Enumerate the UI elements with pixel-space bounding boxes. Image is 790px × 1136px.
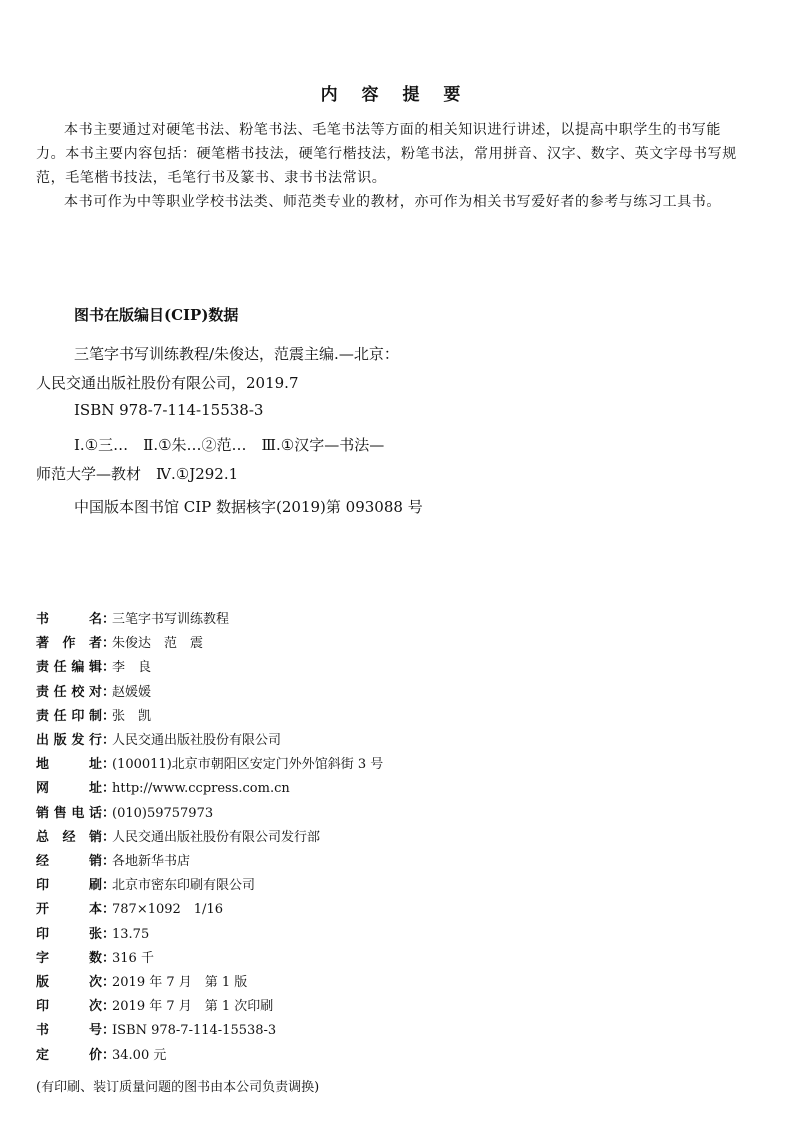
cip-line-1: 三笔字书写训练教程/朱俊达，范震主编.—北京： xyxy=(74,345,399,363)
colophon-colon: ： xyxy=(102,926,116,942)
colophon-label: 开本 xyxy=(36,902,102,918)
summary-paragraph-2: 本书可作为中等职业学校书法类、师范类专业的教材，亦可作为相关书写爱好者的参考与练习工具书。 xyxy=(64,194,721,210)
colophon-value: 人民交通出版社股份有限公司发行部 xyxy=(112,829,321,845)
colophon-value: http://www.ccpress.com.cn xyxy=(112,781,290,797)
colophon-colon: ： xyxy=(102,854,116,869)
colophon-colon: ： xyxy=(102,975,116,990)
colophon-label: 字数 xyxy=(36,950,102,966)
colophon-label: 定价 xyxy=(36,1047,102,1063)
summary-paragraph-1: 本书主要通过对硬笔书法、粉笔书法、毛笔书法等方面的相关知识进行讲述，以提高中职学生的书写能力。本书主要内容包括：硬笔楷书技法，硬笔行楷技法，粉笔书法，常用拼音、汉字、数字、英文字母书写规范，毛笔楷书技法，毛笔行书及篆书、隶书书法常识。 xyxy=(36,122,737,186)
colophon-row xyxy=(36,947,154,971)
cip-line-4: Ⅰ.①三… Ⅱ.①朱…②范… Ⅲ.①汉字—书法— xyxy=(74,436,385,454)
colophon-colon: ： xyxy=(102,950,116,966)
colophon-colon: ： xyxy=(102,781,116,797)
colophon-label: 书号 xyxy=(36,1023,102,1039)
colophon-label: 书名 xyxy=(36,612,102,627)
colophon-value: 316 千 xyxy=(112,950,154,966)
colophon-label: 地址 xyxy=(36,757,102,773)
colophon-label: 印刷 xyxy=(36,878,102,894)
cip-heading: 图书在版编目(CIP)数据 xyxy=(74,306,239,324)
footer-note: (有印刷、装订质量问题的图书由本公司负责调换) xyxy=(36,1080,320,1095)
colophon-colon: ： xyxy=(102,757,116,773)
colophon-label: 网址 xyxy=(36,781,102,797)
colophon-row xyxy=(36,971,247,995)
colophon-colon: ： xyxy=(102,612,116,627)
colophon-colon: ： xyxy=(102,805,116,821)
colophon-colon: ： xyxy=(102,902,116,918)
cip-line-2: 人民交通出版社股份有限公司，2019.7 xyxy=(36,374,299,392)
colophon-colon: ： xyxy=(102,733,116,748)
colophon-value: 张 凯 xyxy=(112,708,152,724)
colophon-row xyxy=(36,874,255,898)
colophon-value: (100011)北京市朝阳区安定门外外馆斜街 3 号 xyxy=(112,757,384,773)
colophon-row xyxy=(36,656,151,680)
colophon-colon: ： xyxy=(102,684,116,700)
colophon-label: 责任印制 xyxy=(36,708,102,724)
colophon-value: 三笔字书写训练教程 xyxy=(112,612,230,627)
colophon-row xyxy=(36,729,281,753)
colophon-label: 销售电话 xyxy=(36,805,102,821)
colophon-label: 版次 xyxy=(36,975,102,990)
colophon-label: 出版发行 xyxy=(36,733,102,748)
cip-line-5: 师范大学—教材 Ⅳ.①J292.1 xyxy=(36,465,239,483)
colophon-label: 责任编辑 xyxy=(36,660,102,676)
colophon-value: (010)59757973 xyxy=(112,805,214,821)
colophon-value: 2019 年 7 月 第 1 版 xyxy=(112,975,248,990)
colophon-row xyxy=(36,753,383,777)
colophon-row xyxy=(36,923,149,947)
colophon-label: 印次 xyxy=(36,999,102,1015)
colophon-colon: ： xyxy=(102,660,116,676)
cip-line-6: 中国版本图书馆 CIP 数据核字(2019)第 093088 号 xyxy=(74,498,423,516)
colophon-colon: ： xyxy=(102,636,116,652)
colophon-value: 朱俊达 范 震 xyxy=(112,636,204,652)
colophon-value: 2019 年 7 月 第 1 次印刷 xyxy=(112,999,274,1015)
colophon-colon: ： xyxy=(102,708,116,724)
colophon-value: 人民交通出版社股份有限公司 xyxy=(112,733,282,748)
colophon-value: ISBN 978-7-114-15538-3 xyxy=(112,1023,277,1039)
colophon-label: 经销 xyxy=(36,854,102,869)
colophon-row xyxy=(36,681,151,705)
colophon-value: 李 良 xyxy=(112,660,152,676)
colophon-row xyxy=(36,705,151,729)
colophon-row xyxy=(36,1044,166,1068)
colophon-row xyxy=(36,632,203,656)
colophon-value: 北京市密东印刷有限公司 xyxy=(112,878,256,894)
colophon-colon: ： xyxy=(102,878,116,894)
colophon-value: 各地新华书店 xyxy=(112,854,191,869)
summary-title: 内 容 提 要 xyxy=(320,85,470,105)
colophon-colon: ： xyxy=(102,829,116,845)
colophon-row xyxy=(36,898,223,922)
colophon-value: 13.75 xyxy=(112,926,150,942)
colophon-label: 总经销 xyxy=(36,829,102,845)
colophon-colon: ： xyxy=(102,999,116,1015)
colophon-row xyxy=(36,1019,276,1043)
colophon-row xyxy=(36,826,320,850)
colophon-colon: ： xyxy=(102,1047,116,1063)
colophon-label: 责任校对 xyxy=(36,684,102,700)
colophon-colon: ： xyxy=(102,1023,116,1039)
colophon-value: 787×1092 1/16 xyxy=(112,902,223,918)
colophon-label: 著作者 xyxy=(36,636,102,652)
colophon-row xyxy=(36,850,190,874)
colophon-value: 34.00 元 xyxy=(112,1047,167,1063)
colophon-row xyxy=(36,608,229,632)
cip-line-3: ISBN 978-7-114-15538-3 xyxy=(74,401,264,419)
colophon-row xyxy=(36,995,273,1019)
colophon-row xyxy=(36,802,213,826)
colophon-row xyxy=(36,777,290,801)
colophon-label: 印张 xyxy=(36,926,102,942)
colophon-value: 赵媛媛 xyxy=(112,684,152,700)
